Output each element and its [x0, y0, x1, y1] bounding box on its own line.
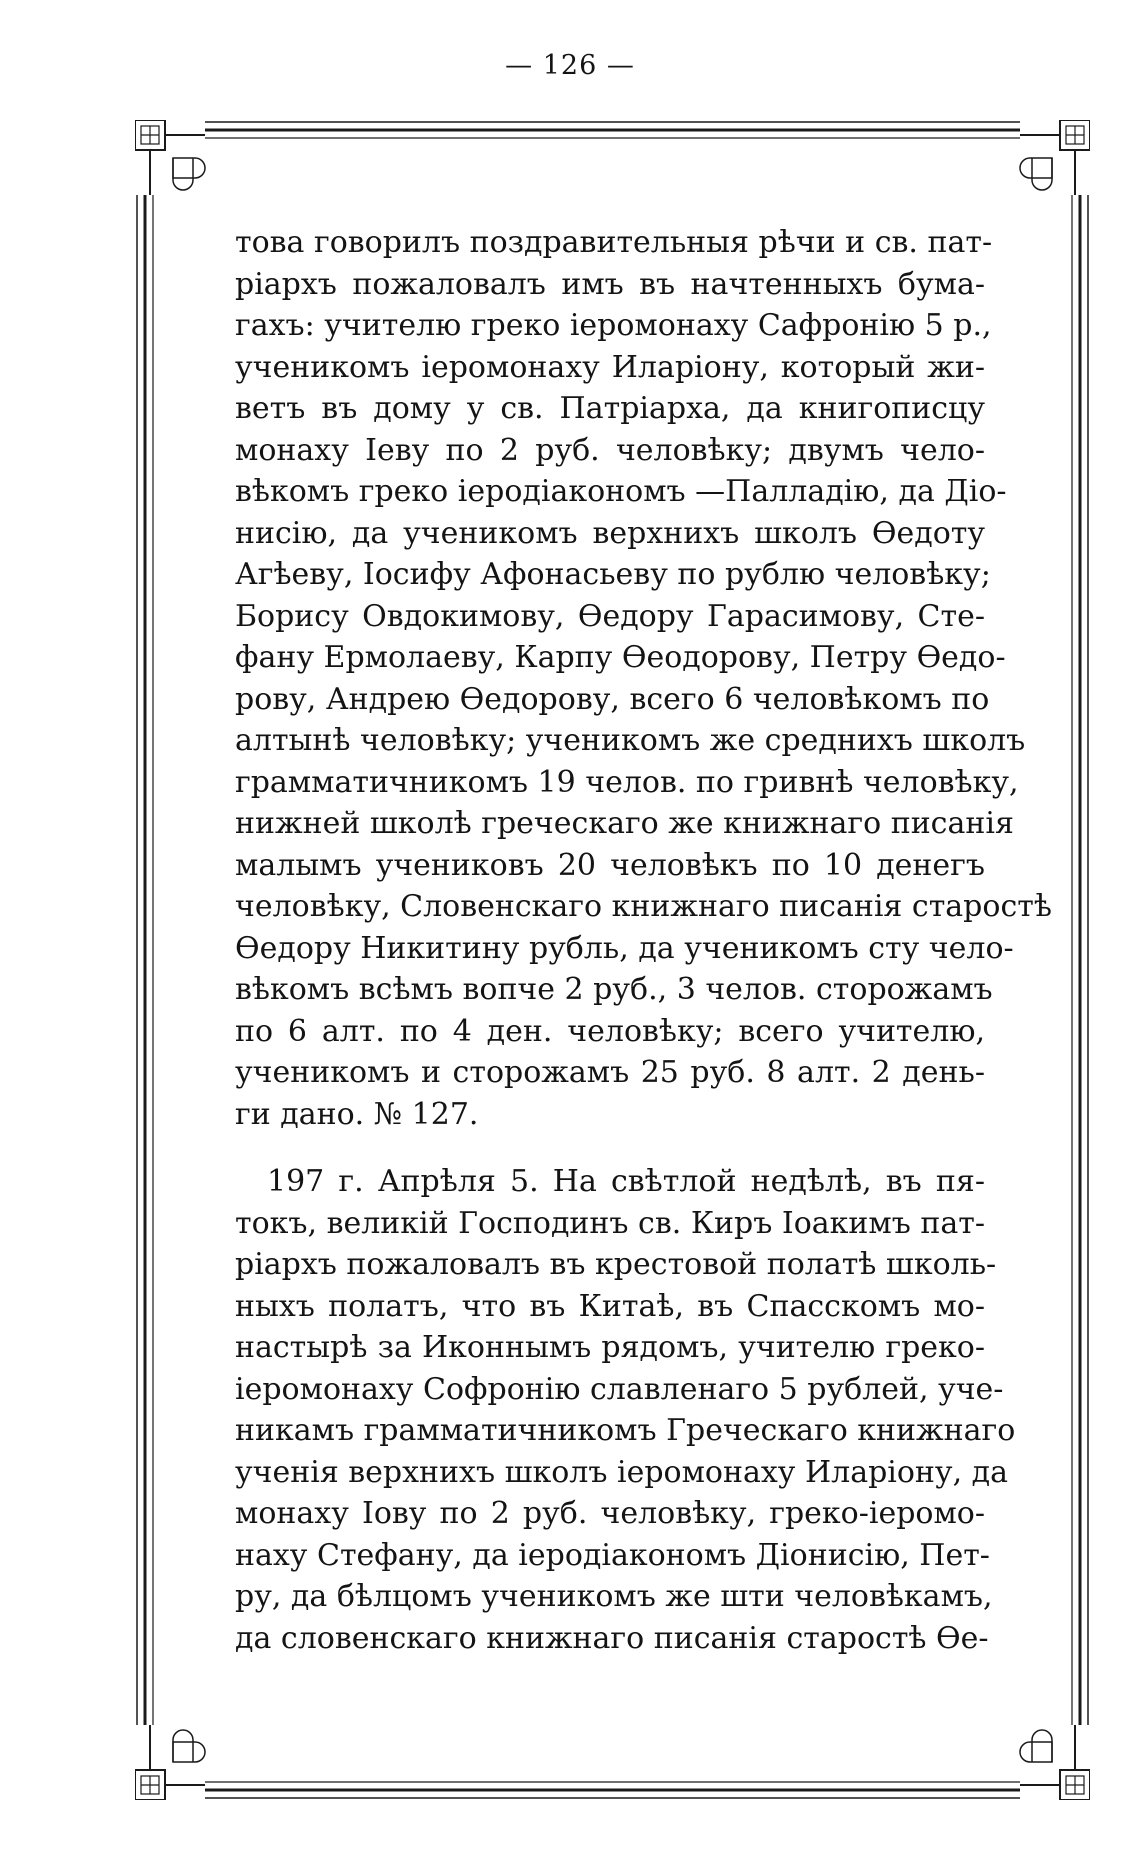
text-line: Ѳедору Никитину рубль, да ученикомъ сту чело-: [235, 930, 1014, 966]
text-line: малымъ учениковъ 20 человѣкъ по 10 денегъ: [235, 847, 985, 883]
text-line: Борису Овдокимову, Ѳедору Гарасимову, Сте-: [235, 598, 985, 634]
text-line: Агѣеву, Іосифу Афонасьеву по рублю человѣку;: [235, 557, 991, 592]
text-line: нисію, да ученикомъ верхнихъ школъ Ѳедоту: [235, 515, 985, 551]
text-line: іеромонаху Софронію славленаго 5 рублей, уче-: [235, 1371, 1004, 1407]
text-line: вѣкомъ греко іеродіакономъ —Палладію, да Діо-: [235, 474, 1007, 509]
paragraph-1: [235, 222, 1052, 1135]
text-line: наху Стефану, да іеродіакономъ Діонисію, Пет-: [235, 1537, 990, 1573]
body-text: [235, 222, 1052, 1659]
text-line: ученикомъ и сторожамъ 25 руб. 8 алт. 2 день-: [235, 1055, 985, 1090]
text-line: 197 г. Апрѣля 5. На свѣтлой недѣлѣ, въ пя-: [267, 1164, 985, 1199]
text-line: грамматичникомъ 19 челов. по гривнѣ человѣку,: [235, 764, 1019, 800]
text-line: нижней школѣ греческаго же книжнаго писанія: [235, 806, 1014, 841]
text-line: монаху Іеву по 2 руб. человѣку; двумъ чело-: [235, 432, 985, 468]
text-line: гахъ: учителю греко іеромонаху Сафронію 5 р.,: [235, 308, 992, 343]
text-line: по 6 алт. по 4 ден. человѣку; всего учителю,: [235, 1013, 985, 1049]
text-line: никамъ грамматичникомъ Греческаго книжнаго: [235, 1413, 1016, 1448]
text-line: ветъ въ дому у св. Патріарха, да книгописцу: [235, 391, 985, 426]
text-line: ученія верхнихъ школъ іеромонаху Иларіону, да: [235, 1454, 1009, 1490]
text-line: токъ, великій Господинъ св. Киръ Іоакимъ пат-: [235, 1205, 985, 1241]
paragraph-2: [235, 1161, 1016, 1659]
text-line: ученикомъ іеромонаху Иларіону, который жи-: [235, 349, 985, 385]
text-line: ныхъ полатъ, что въ Китаѣ, въ Спасскомъ мо-: [235, 1288, 985, 1324]
text-line: фану Ермолаеву, Карпу Ѳеодорову, Петру Ѳедо-: [235, 640, 1006, 675]
text-line: человѣку, Словенскаго книжнаго писанія старостѣ: [235, 889, 1052, 924]
text-line: ріархъ пожаловалъ имъ въ начтенныхъ бума-: [235, 266, 985, 302]
paragraph-spacer: [235, 1135, 985, 1161]
text-line: ги дано. № 127.: [235, 1096, 479, 1132]
text-line: алтынѣ человѣку; ученикомъ же среднихъ школъ: [235, 723, 1026, 758]
page-number: — 126 —: [505, 50, 635, 81]
text-line: ріархъ пожаловалъ въ крестовой полатѣ школь-: [235, 1247, 997, 1282]
text-line: ру, да бѣлцомъ ученикомъ же шти человѣкамъ,: [235, 1579, 993, 1614]
text-line: това говорилъ поздравительныя рѣчи и св. пат-: [235, 225, 993, 260]
text-line: да словенскаго книжнаго писанія старостѣ Ѳе-: [235, 1620, 989, 1656]
text-line: монаху Іову по 2 руб. человѣку, греко-іеромо-: [235, 1496, 985, 1531]
text-line: рову, Андрею Ѳедорову, всего 6 человѣкомъ по: [235, 681, 990, 717]
text-line: вѣкомъ всѣмъ вопче 2 руб., 3 челов. сторожамъ: [235, 972, 993, 1007]
text-line: настырѣ за Иконнымъ рядомъ, учителю греко-: [235, 1330, 985, 1365]
